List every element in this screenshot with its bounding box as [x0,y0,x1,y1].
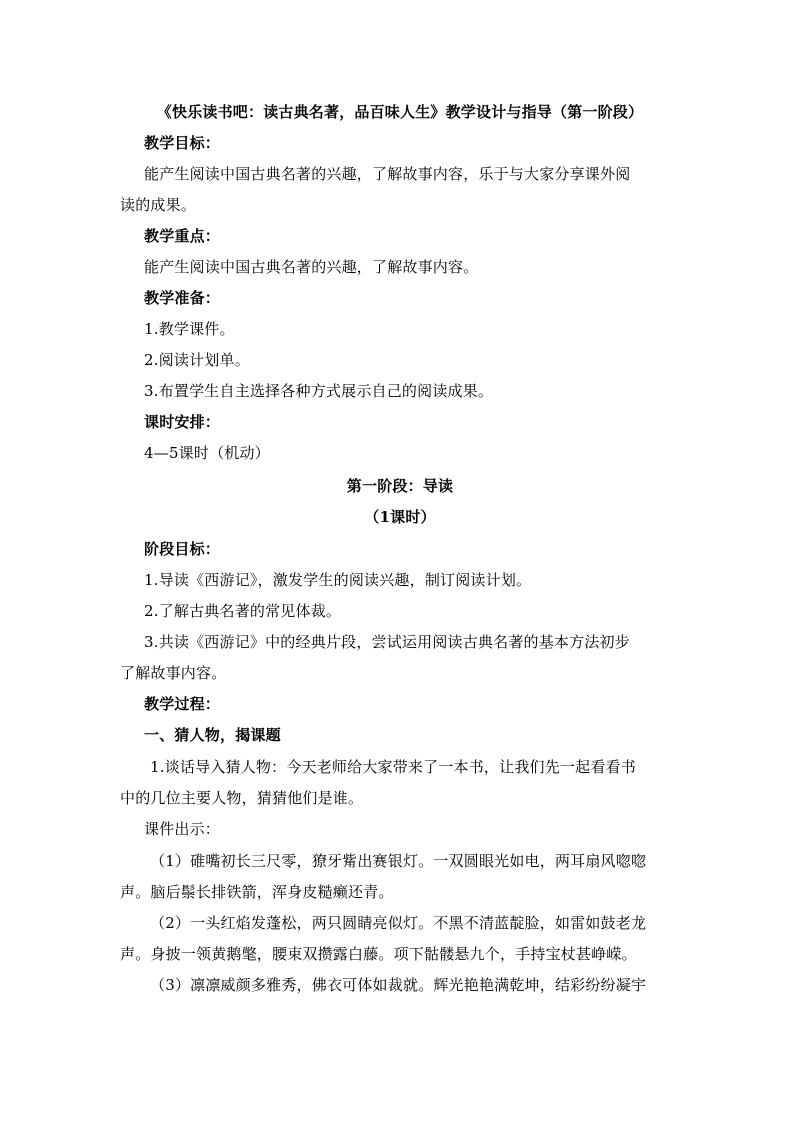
prep-item: 2.阅读计划单。 [144,351,250,369]
stage-goal-heading: 阶段目标： [144,540,221,558]
stage-heading: 第一阶段：导读 [346,477,454,495]
riddle1-line1: （1）碓嘴初长三尺零，獠牙觜出赛银灯。一双圆眼光如电，两耳扇风唿唿 [150,852,647,870]
riddle3-line1: （3）凛凛威颜多雅秀，佛衣可体如裁就。辉光艳艳满乾坤，结彩纷纷凝宇 [150,976,647,994]
schedule-heading: 课时安排： [144,413,221,431]
prep-item: 3.布置学生自主选择各种方式展示自己的阅读成果。 [144,382,494,400]
key-heading: 教学重点： [144,227,221,245]
process-heading: 教学过程： [144,695,221,713]
section1-text-line1: 1.谈话导入猜人物：今天老师给大家带来了一本书，让我们先一起看看书 [150,758,636,776]
riddle2-line1: （2）一头红焰发蓬松，两只圆睛亮似灯。不黑不清蓝靛脸，如雷如鼓老龙 [150,914,647,932]
section1-text-line2: 中的几位主要人物，猜猜他们是谁。 [120,789,364,807]
stage-goal-item: 1.导读《西游记》，激发学生的阅读兴趣，制订阅读计划。 [144,571,532,589]
goal-text-line1: 能产生阅读中国古典名著的兴趣，了解故事内容，乐于与大家分享课外阅 [144,165,631,183]
key-text: 能产生阅读中国古典名著的兴趣，了解故事内容。 [144,258,479,276]
document-title: 《快乐读书吧：读古典名著，品百味人生》教学设计与指导（第一阶段） [156,103,644,121]
prep-item: 1.教学课件。 [144,320,235,338]
stage-goal-item: 2.了解古典名著的常见体裁。 [144,602,342,620]
riddle1-line2: 声。脑后鬃长排铁箭，浑身皮糙癞还青。 [120,883,394,901]
stage-subheading: （1课时） [364,508,436,526]
stage-goal-item: 3.共读《西游记》中的经典片段，尝试运用阅读古典名著的基本方法初步 [144,633,630,651]
prep-heading: 教学准备： [144,289,221,307]
goal-text-line2: 读的成果。 [120,196,197,214]
courseware-label: 课件出示： [144,820,221,838]
goal-heading: 教学目标： [144,134,221,152]
riddle2-line2: 声。身披一领黄鹅氅，腰束双攒露白藤。项下骷髅悬九个，手持宝杖甚峥嵘。 [120,945,637,963]
stage-goal-item-continued: 了解故事内容。 [120,664,227,682]
schedule-text: 4—5课时（机动） [144,444,270,462]
section1-heading: 一、猜人物，揭课题 [144,726,281,744]
